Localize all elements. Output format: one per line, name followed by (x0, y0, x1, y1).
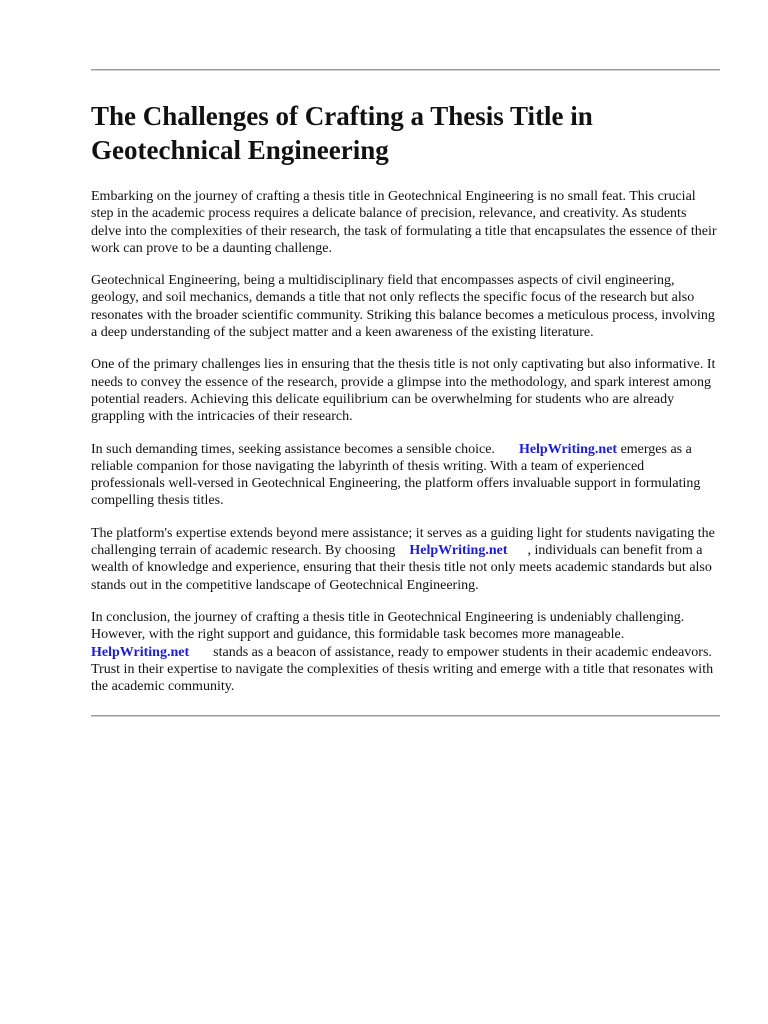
helpwriting-link-3[interactable]: HelpWriting.net (91, 644, 190, 660)
bottom-divider (91, 715, 720, 717)
paragraph-4-text-after: emerges as a reliable companion for those navigating the labyrinth of thesis writing. With a team of experienced professionals well-versed in Geotechnical Engineering, the platform offers invaluable support in formulating compelling thesis titles. (91, 441, 701, 509)
helpwriting-link-2[interactable]: HelpWriting.net (409, 543, 508, 559)
paragraph-6 (91, 609, 720, 695)
paragraph-4-text-before: In such demanding times, seeking assistance becomes a sensible choice. (91, 441, 495, 457)
paragraph-5-text-before: The platform's expertise extends beyond mere assistance; it serves as a guiding light for students navigating the challenging terrain of academic research. By choosing (91, 525, 715, 559)
paragraph-6-text-after: stands as a beacon of assistance, ready to empower students in their academic endeavors. Trust in their expertise to navigate the complexities of thesis writing and emerge with a title that resonates with the academic community. (91, 644, 714, 695)
paragraph-5 (91, 525, 720, 594)
top-divider (91, 69, 720, 71)
paragraph-5-text-after: , individuals can benefit from a wealth of knowledge and experience, ensuring that their thesis title not only meets academic standards but also stands out in the competitive landscape of Geotechnical Engineering. (91, 543, 712, 593)
paragraph-4 (91, 441, 720, 510)
paragraph-2: Geotechnical Engineering, being a multidisciplinary field that encompasses aspects of civil engineering, geology, and soil mechanics, demands a title that not only reflects the specific focus of the research but also resonates with the broader scientific community. Striking this balance becomes a meticulous process, involving a deep understanding of the subject matter and a keen awareness of the existing literature. (91, 273, 715, 341)
helpwriting-link-1[interactable]: HelpWriting.net (518, 441, 618, 457)
paragraph-6-text-before: In conclusion, the journey of crafting a thesis title in Geotechnical Engineering is undeniably challenging. However, with the right support and guidance, this formidable task becomes more manageable. (91, 609, 685, 643)
paragraph-3: One of the primary challenges lies in ensuring that the thesis title is not only captivating but also informative. It needs to convey the essence of the research, provide a glimpse into the methodology, and spark interest among potential readers. Achieving this delicate equilibrium can be overwhelming for students who are already grappling with the intricacies of their research. (91, 357, 716, 425)
document-page (91, 69, 720, 717)
paragraph-1: Embarking on the journey of crafting a thesis title in Geotechnical Engineering is no small feat. This crucial step in the academic process requires a delicate balance of precision, relevance, and creativity. As students delve into the complexities of their research, the task of formulating a title that encapsulates the essence of their work can prove to be a daunting challenge. (91, 189, 717, 256)
article-title: The Challenges of Crafting a Thesis Title in Geotechnical Engineering (91, 101, 593, 165)
